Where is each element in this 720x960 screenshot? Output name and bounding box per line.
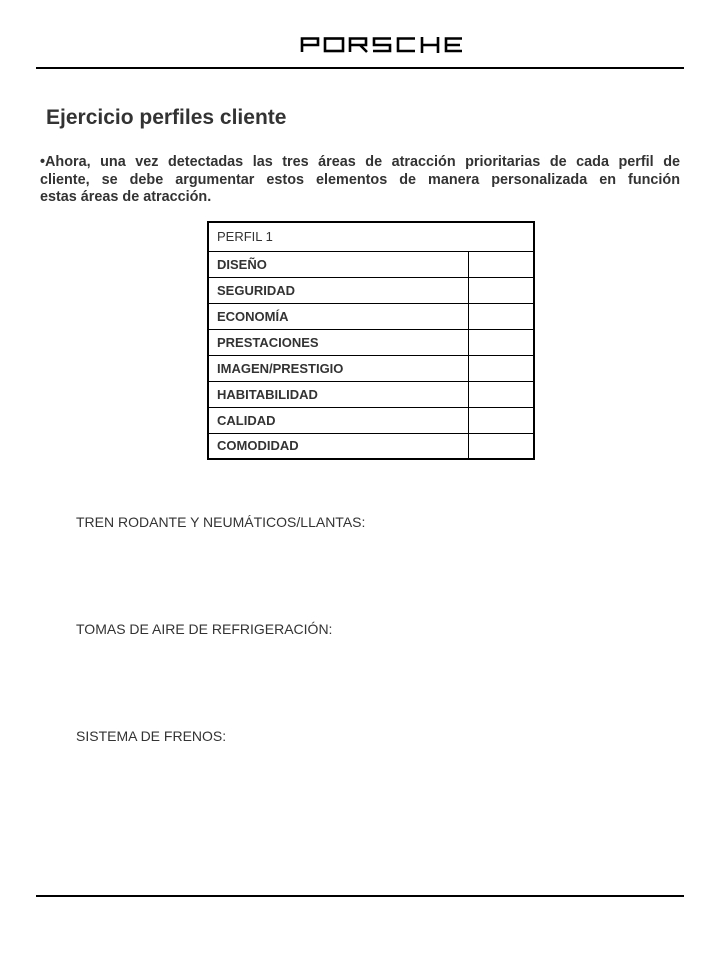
table-row <box>208 277 534 303</box>
section-tomas-de-aire: TOMAS DE AIRE DE REFRIGERACIÓN: <box>76 621 333 637</box>
intro-line-1: •Ahora, una vez detectadas las tres áreas de atracción prioritarias de cada perfil de <box>40 154 680 170</box>
table-row <box>208 329 534 355</box>
row-label: HABITABILIDAD <box>208 381 469 407</box>
row-label: PRESTACIONES <box>208 329 469 355</box>
row-value-box[interactable] <box>469 407 534 433</box>
row-label: CALIDAD <box>208 407 469 433</box>
row-label: COMODIDAD <box>208 433 469 459</box>
row-value-box[interactable] <box>469 381 534 407</box>
row-label: SEGURIDAD <box>208 277 469 303</box>
profile-header-row <box>208 222 534 251</box>
table-row <box>208 303 534 329</box>
row-label: ECONOMÍA <box>208 303 469 329</box>
profile-header: PERFIL 1 <box>208 222 534 251</box>
table-row <box>208 251 534 277</box>
row-value-box[interactable] <box>469 251 534 277</box>
section-sistema-de-frenos: SISTEMA DE FRENOS: <box>76 728 227 744</box>
table-row <box>208 355 534 381</box>
row-value-box[interactable] <box>469 433 534 459</box>
row-value-box[interactable] <box>469 329 534 355</box>
porsche-logo <box>300 37 464 53</box>
row-value-box[interactable] <box>469 303 534 329</box>
row-value-box[interactable] <box>469 277 534 303</box>
row-label: DISEÑO <box>208 251 469 277</box>
profile-table <box>207 221 535 460</box>
row-value-box[interactable] <box>469 355 534 381</box>
intro-paragraph <box>40 154 680 207</box>
table-row <box>208 433 534 459</box>
page-title: Ejercicio perfiles cliente <box>46 106 287 129</box>
footer-divider <box>36 895 684 897</box>
table-row <box>208 407 534 433</box>
intro-line-3: estas áreas de atracción. <box>40 189 212 205</box>
table-row <box>208 381 534 407</box>
section-tren-rodante: TREN RODANTE Y NEUMÁTICOS/LLANTAS: <box>76 514 366 530</box>
porsche-wordmark-icon <box>300 37 464 53</box>
header-divider <box>36 67 684 69</box>
intro-line-2: cliente, se debe argumentar estos elementos de manera personalizada en función <box>40 171 680 188</box>
row-label: IMAGEN/PRESTIGIO <box>208 355 469 381</box>
